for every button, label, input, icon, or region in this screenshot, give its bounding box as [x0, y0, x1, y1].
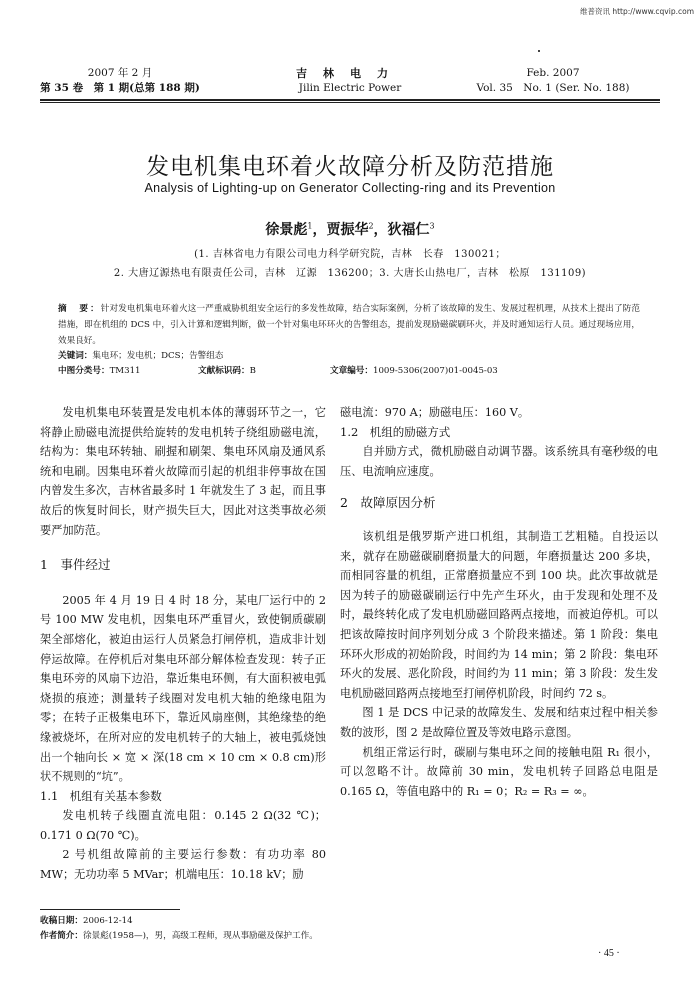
watermark-text: 维普资讯 http://www.cqvip.com: [579, 7, 694, 16]
author-list: [0, 219, 700, 239]
section-1-2-paragraph: 自并励方式，微机励磁自动调节器。该系统具有毫秒级的电压、电流响应速度。: [340, 445, 658, 478]
header-rule-thick: [40, 99, 660, 101]
header-left-issue: 第 35 卷 第 1 期(总第 188 期): [40, 82, 200, 94]
section-2-paragraph-1: 该机组是俄罗斯产进口机组，其制造工艺粗糙。自投运以来，就存在励磁碳刷磨损量大的问题，年磨损量达 200 多块，而相同容量的机组，正常磨损量应不到 100 块。此次事故就是因为转子的励磁碳刷运行中先产生环火，由于发现和处理不及时，最终转化成了发电机励磁回路两点接地，而被迫停机。可以把该故障按时间序列划分成 3 个阶段来描述。第 1 阶段：集电环环火形成的初始阶段，时间约为 14 min；第 2 阶段：集电环环火的发展、恶化阶段，时间约为 11 min；第 3 阶段：发生发电机励磁回路两点接地至打闸停机阶段，时间约 72 s。: [340, 529, 658, 700]
section-2-paragraph-3: 机组正常运行时，碳刷与集电环之间的接触电阻 R₁ 很小，可以忽略不计。故障前 30 min，发电机转子回路总电阻是 0.165 Ω，等值电路中的 R₁ = 0；R₂ = R₃ = ∞。: [340, 745, 658, 798]
section-1-paragraph: 2005 年 4 月 19 日 4 时 18 分，某电厂运行中的 2 号 100 MW 发电机，因集电环严重冒火，致使铜质碳刷架全部熔化，被迫由运行人员紧急打闸停机，造成非计划停运故障。在停机后对集电环部分解体检查发现：转子正集电环旁的风扇下边沿，靠近集电环侧，有大面积被电弧烧损的痕迹；测量转子线圈对发电机大轴的绝缘电阻为零；在转子正极集电环下，靠近风扇座侧，其绝缘垫的绝缘被烧坏，在所对应的发电机转子的大轴上，被电弧烧蚀出一个轴向长 × 宽 × 深(18 cm × 10 cm × 0.8 cm)形状不规则的“坑”。: [40, 593, 326, 784]
document-code: [198, 364, 256, 376]
received-date: [40, 914, 133, 928]
abstract-text: 针对发电机集电环着火这一严重威胁机组安全运行的多发性故障，结合实际案例，分析了该故障的发生、发展过程机理，从技术上提出了防范措施，即在机组的 DCS 中，引入计算和逻辑判断，做一个针对集电环环火的告警组态，提前发现励磁碳刷环火，并及时通知运行人员。通过现场应用，效果良好。: [58, 304, 640, 346]
journal-name-en: Jilin Electric Power: [298, 82, 402, 94]
section-1-2-heading: 1.2 机组的励磁方式: [340, 424, 451, 439]
section-1-1-heading: 1.1 机组有关基本参数: [40, 788, 162, 803]
author-bio: [40, 929, 318, 943]
section-1-1-paragraph-2: 2 号机组故障前的主要运行参数：有功功率 80 MW；无功功率 5 MVar；机端电压：10.18 kV；励: [40, 848, 326, 882]
author-bio-text: 徐景彪(1958—)，男，高级工程师，现从事励磁及保护工作。: [82, 931, 318, 941]
abstract: [58, 301, 640, 349]
header-right: [448, 66, 658, 96]
keywords-text: 集电环；发电机；DCS；告警组态: [92, 351, 224, 361]
section-2-paragraph-2: 图 1 是 DCS 中记录的故障发生、发展和结束过程中相关参数的波形，图 2 是故障位置及等效电路示意图。: [340, 706, 658, 739]
document-code-value: B: [249, 366, 256, 376]
classification-label: 中图分类号：: [58, 366, 110, 376]
section-2-heading: 2 故障原因分析: [340, 495, 436, 511]
received-label: 收稿日期：: [40, 916, 83, 926]
classification-value: TM311: [109, 366, 141, 376]
author-superscript: 2: [368, 221, 374, 231]
right-column: [340, 403, 658, 801]
author-name: ，贾振华: [312, 222, 369, 238]
journal-name-cn: 吉林电力: [296, 67, 404, 80]
article-title-en: Analysis of Lighting-up on Generator Collecting-ring and its Prevention: [144, 181, 556, 195]
author-superscript: 3: [429, 221, 435, 231]
document-code-label: 文献标识码：: [198, 366, 250, 376]
left-column: [40, 403, 326, 885]
intro-paragraph: 发电机集电环装置是发电机本体的薄弱环节之一，它将静止励磁电流提供给旋转的发电机转子绕组励磁电流，结构为：集电环转轴、刷握和刷架、集电环风扇及通风系统和电刷。因集电环着火故障而引起的机组非停事故在国内曾发生多次，吉林省最多时 1 年就发生了 3 起，而且事故后的恢复时间长，财产损失巨大，因此对这类事故必须要严加防范。: [40, 406, 326, 537]
received-value: 2006-12-14: [82, 916, 133, 926]
continued-paragraph: 磁电流：970 A；励磁电压：160 V。: [340, 406, 530, 419]
affiliation-line-2: 2. 大唐辽源热电有限责任公司，吉林 辽源 136200；3. 大唐长山热电厂，吉林 松原 131109): [113, 268, 587, 279]
section-1-heading: 1 事件经过: [40, 557, 111, 573]
abstract-label: 摘 要：: [58, 304, 101, 314]
section-1-1-paragraph-1: 发电机转子线圈直流电阻：0.145 2 Ω(32 ℃)；0.171 0 Ω(70 ℃)。: [40, 809, 326, 842]
classification-number: [58, 364, 141, 376]
author-name: 徐景彪: [265, 222, 308, 238]
header-left-date: 2007 年 2 月: [87, 67, 153, 79]
author-superscript: 1: [307, 221, 313, 231]
article-id: [330, 364, 498, 376]
author-bio-label: 作者简介：: [40, 931, 83, 941]
header-right-date: Feb. 2007: [526, 67, 580, 79]
article-id-value: 1009-5306(2007)01-0045-03: [372, 366, 498, 376]
header-left: [40, 66, 200, 96]
keywords: [58, 348, 640, 364]
page-number: · 45 ·: [598, 948, 620, 959]
stray-dot: [538, 50, 540, 52]
affiliation-line-1: (1. 吉林省电力有限公司电力科学研究院，吉林 长春 130021；: [194, 249, 506, 260]
article-id-label: 文章编号：: [330, 366, 373, 376]
header-rule-thin: [40, 102, 660, 103]
keywords-label: 关键词：: [58, 351, 93, 361]
header-journal: [260, 66, 440, 96]
footnote-rule: [40, 909, 180, 910]
article-title-cn: 发电机集电环着火故障分析及防范措施: [146, 154, 554, 180]
author-name: ，狄福仁: [373, 222, 430, 238]
header-right-issue: Vol. 35 No. 1 (Ser. No. 188): [476, 82, 630, 94]
